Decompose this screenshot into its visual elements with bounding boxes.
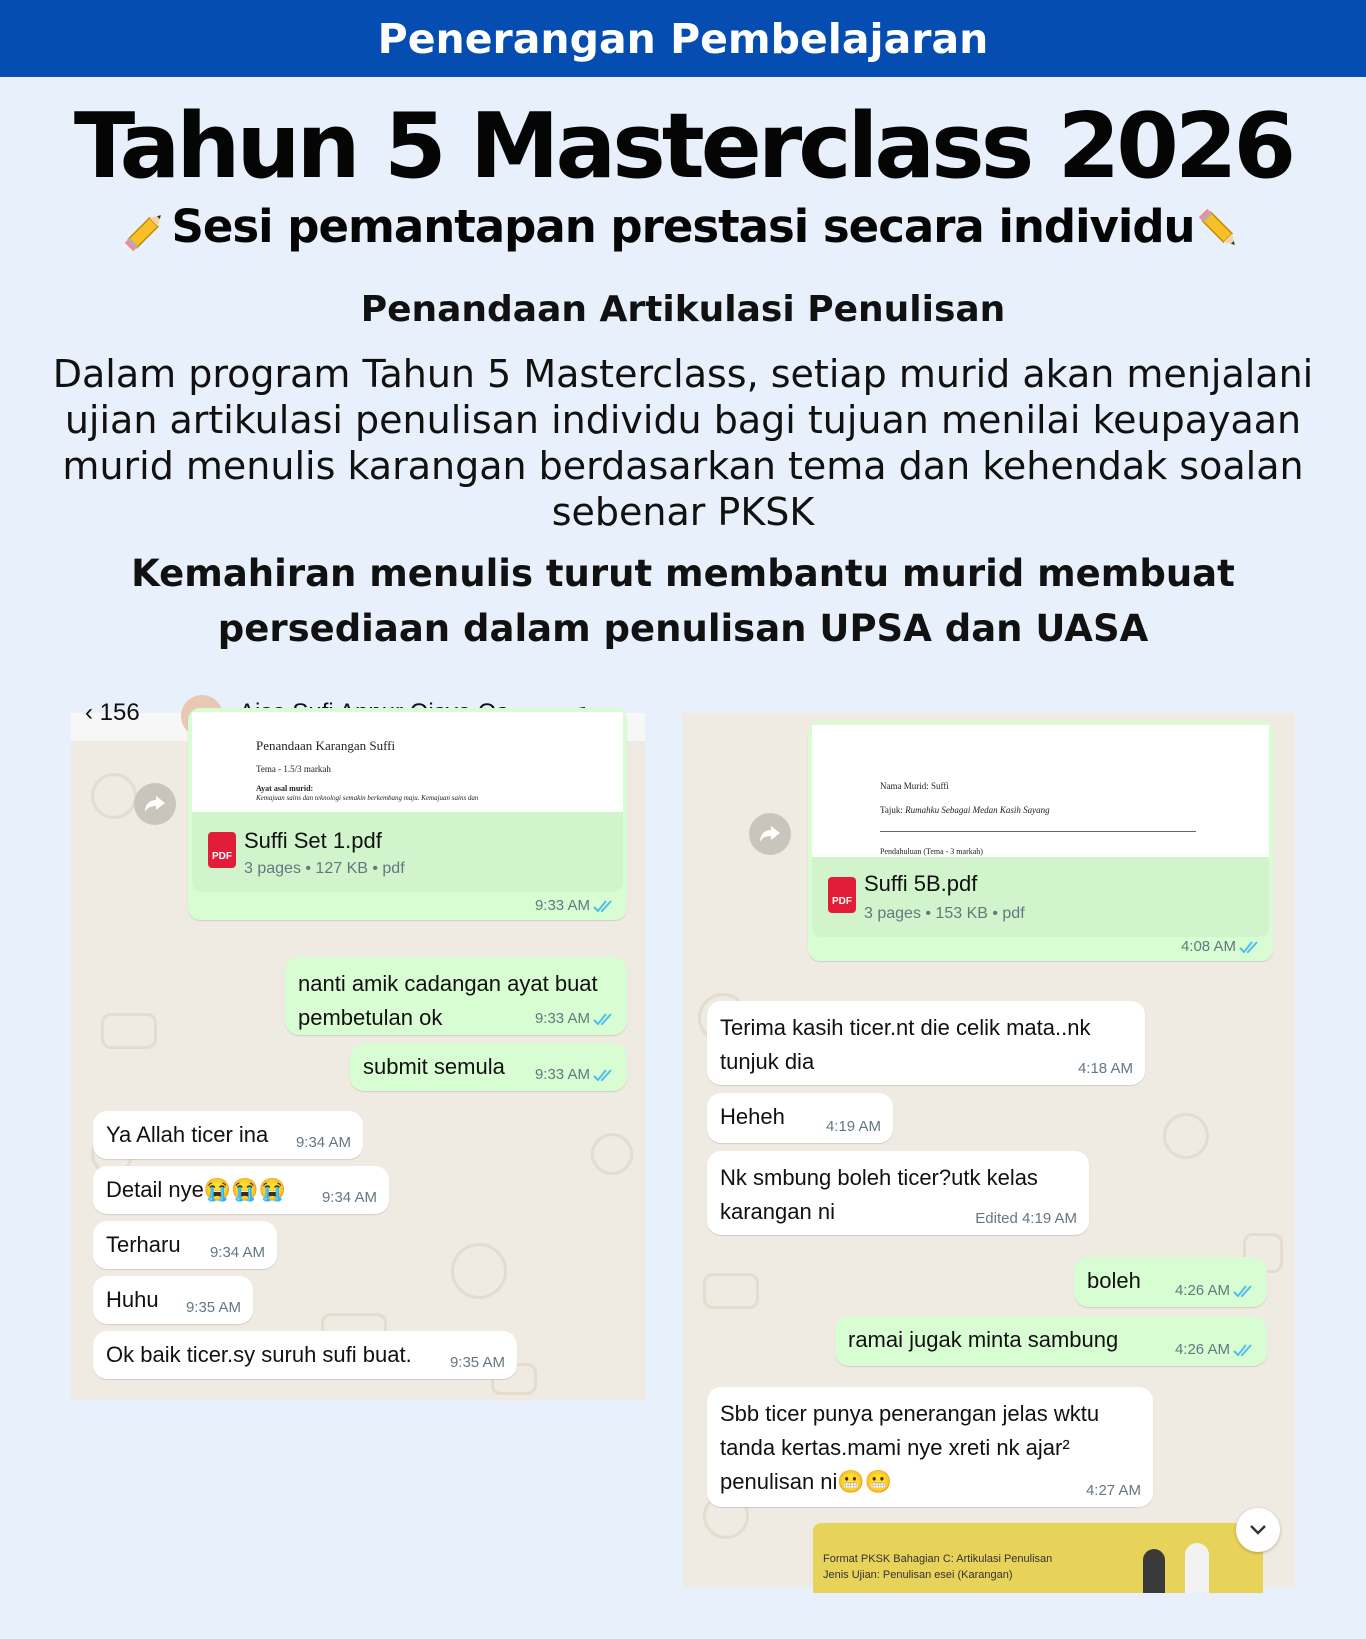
preview-title: Penandaan Karangan Suffi	[256, 738, 396, 753]
message-time: Edited 4:19 AM	[975, 1210, 1077, 1227]
message-text: Terima kasih ticer.nt die celik mata..nk tunjuk dia	[720, 1015, 1091, 1074]
forward-button[interactable]	[134, 783, 176, 825]
message-bubble[interactable]	[285, 957, 627, 1035]
message-bubble[interactable]	[93, 1111, 363, 1159]
message-time: 4:26 AM	[1175, 1282, 1255, 1299]
message-text: Detail nye😭😭😭	[106, 1177, 287, 1202]
card-illustration	[1185, 1543, 1209, 1593]
message-time: 9:33 AM	[535, 897, 615, 914]
message-text: Heheh	[720, 1104, 785, 1129]
chevron-down-icon	[1249, 1524, 1267, 1536]
double-check-icon	[1233, 1284, 1255, 1298]
message-text: Ya Allah ticer ina	[106, 1122, 269, 1147]
scroll-down-button[interactable]	[1236, 1508, 1280, 1552]
message-text: Sbb ticer punya penerangan jelas wktu tanda kertas.mami nye xreti nk ajar² penulisan ni😬😬	[720, 1401, 1100, 1494]
back-button[interactable]: ‹ 156	[85, 699, 140, 726]
card-line-2: Jenis Ujian: Penulisan esei (Karangan)	[823, 1569, 1013, 1581]
forward-button[interactable]	[749, 813, 791, 855]
message-text: Nk smbung boleh ticer?utk kelas karangan ni	[720, 1165, 1038, 1224]
message-time: 9:35 AM	[449, 1354, 505, 1371]
document-filename: Suffi Set 1.pdf	[244, 828, 382, 853]
message-text: ramai jugak minta sambung	[848, 1327, 1119, 1352]
subtitle-text: Sesi pemantapan prestasi secara individu	[171, 200, 1195, 253]
document-info[interactable]	[192, 812, 623, 892]
message-bubble[interactable]	[835, 1316, 1267, 1366]
highlight-text: Kemahiran menulis turut membantu murid membuat persediaan dalam penulisan UPSA dan UASA	[131, 552, 1235, 650]
message-time: 9:35 AM	[185, 1299, 241, 1316]
preview-tema: Tema - 1.5/3 markah	[256, 764, 331, 774]
message-time: 9:33 AM	[535, 1066, 615, 1083]
image-card[interactable]	[813, 1523, 1263, 1593]
document-meta: 3 pages • 153 KB • pdf	[864, 905, 1025, 922]
double-check-icon	[593, 1068, 615, 1082]
card-illustration	[1143, 1549, 1165, 1593]
card-line-1: Format PKSK Bahagian C: Artikulasi Penulisan	[823, 1553, 1053, 1565]
message-bubble[interactable]	[93, 1166, 389, 1214]
message-time: 4:19 AM	[825, 1118, 881, 1135]
forward-icon	[144, 795, 166, 813]
preview-tajuk: Tajuk: Rumahku Sebagai Medan Kasih Sayang	[880, 805, 1050, 815]
double-check-icon	[593, 899, 615, 913]
message-time: 4:26 AM	[1175, 1341, 1255, 1358]
document-meta: 3 pages • 127 KB • pdf	[244, 860, 405, 877]
description: Dalam program Tahun 5 Masterclass, setiap murid akan menjalani ujian artikulasi penulisan individu bagi tujuan menilai keupayaan murid menulis karangan berdasarkan tema dan kehendak soalan sebenar PKSK	[52, 352, 1314, 534]
message-time: 9:34 AM	[209, 1244, 265, 1261]
message-bubble[interactable]	[707, 1387, 1153, 1507]
banner-text: Penerangan Pembelajaran	[377, 14, 989, 63]
message-time: 4:18 AM	[1077, 1060, 1133, 1077]
document-preview[interactable]	[812, 725, 1269, 857]
message-text: Terharu	[106, 1232, 181, 1257]
document-message[interactable]	[808, 721, 1273, 961]
document-preview[interactable]	[192, 712, 623, 812]
message-text: boleh	[1087, 1268, 1141, 1293]
message-bubble[interactable]	[93, 1331, 517, 1379]
section-heading: Penandaan Artikulasi Penulisan	[360, 289, 1006, 330]
preview-rule	[880, 831, 1196, 832]
left-chat-screenshot	[71, 699, 645, 1400]
preview-section: Pendahuluan (Tema - 3 markah)	[880, 847, 983, 856]
preview-section: Ayat asal murid:	[256, 784, 314, 793]
message-time: 9:34 AM	[321, 1189, 377, 1206]
message-text: Huhu	[106, 1287, 159, 1312]
preview-snippet: Kemajuan sains dan teknologi semakin berkembang maju. Kemajuan sains dan	[256, 794, 479, 802]
pdf-icon: PDF	[208, 832, 236, 868]
message-bubble[interactable]	[93, 1221, 277, 1269]
document-filename: Suffi 5B.pdf	[864, 871, 978, 896]
double-check-icon	[593, 1012, 615, 1026]
message-bubble[interactable]	[1074, 1257, 1267, 1307]
top-banner	[0, 0, 1366, 77]
document-info[interactable]	[812, 857, 1269, 937]
pencil-icon	[121, 205, 171, 255]
message-time: 9:34 AM	[295, 1134, 351, 1151]
double-check-icon	[1239, 940, 1261, 954]
document-message[interactable]	[188, 708, 627, 920]
message-text: Ok baik ticer.sy suruh sufi buat.	[106, 1342, 412, 1367]
message-time: 4:08 AM	[1181, 938, 1261, 955]
message-bubble[interactable]	[93, 1276, 253, 1324]
message-text: submit semula	[363, 1054, 505, 1079]
right-chat-screenshot	[683, 713, 1295, 1587]
message-text: nanti amik cadangan ayat buat pembetulan ok	[298, 971, 598, 1030]
message-time: 4:27 AM	[1085, 1482, 1141, 1499]
forward-icon	[759, 825, 781, 843]
pencil-icon	[1195, 205, 1245, 255]
message-bubble[interactable]	[707, 1093, 893, 1143]
pdf-icon: PDF	[828, 877, 856, 913]
message-bubble[interactable]	[350, 1043, 627, 1091]
page-title: Tahun 5 Masterclass 2026	[73, 94, 1293, 199]
message-time: 9:33 AM	[535, 1010, 615, 1027]
message-bubble[interactable]	[707, 1151, 1089, 1235]
double-check-icon	[1233, 1343, 1255, 1357]
subtitle	[0, 197, 1366, 257]
preview-name: Nama Murid: Suffi	[880, 781, 949, 791]
message-bubble[interactable]	[707, 1001, 1145, 1085]
